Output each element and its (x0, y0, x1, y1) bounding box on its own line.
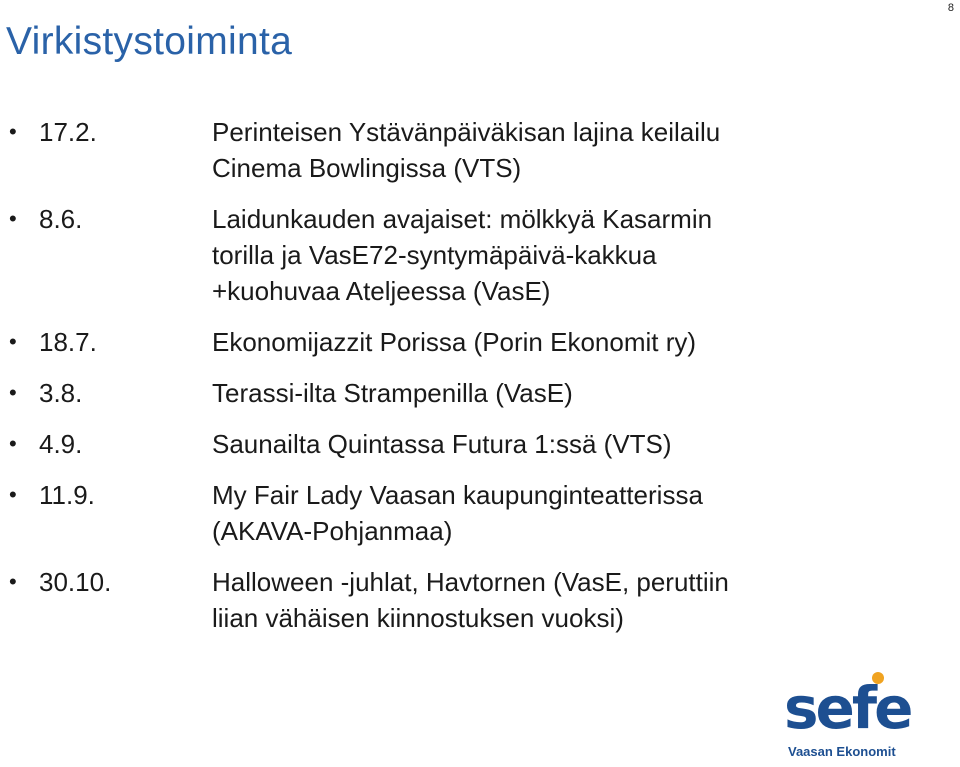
list-item (0, 564, 940, 636)
bullet-icon: • (9, 569, 17, 594)
event-text: Saunailta Quintassa Futura 1:ssä (VTS) (212, 429, 672, 459)
event-date: 8.6. (39, 204, 83, 234)
event-date: 17.2. (39, 117, 97, 147)
event-text: Laidunkauden avajaiset: mölkkyä Kasarmin torilla ja VasE72-syntymäpäivä-kakkua +kuohuvaa Ateljeessa (VasE) (212, 204, 713, 306)
list-item (0, 114, 940, 186)
sefe-logo (784, 672, 934, 764)
list-item (0, 375, 940, 411)
list-item (0, 324, 940, 360)
event-text: Terassi-ilta Strampenilla (VasE) (212, 378, 573, 408)
event-date: 30.10. (39, 567, 112, 597)
event-date: 3.8. (39, 378, 83, 408)
event-text: Perinteisen Ystävänpäiväkisan lajina keilailu Cinema Bowlingissa (VTS) (212, 117, 721, 183)
event-list (0, 114, 940, 651)
bullet-icon: • (9, 329, 17, 354)
list-item (0, 477, 940, 549)
event-text: My Fair Lady Vaasan kaupunginteatterissa (AKAVA-Pohjanmaa) (212, 480, 703, 546)
bullet-icon: • (9, 206, 17, 231)
event-date: 18.7. (39, 327, 97, 357)
event-date: 11.9. (39, 480, 95, 510)
logo-tagline: Vaasan Ekonomit (788, 744, 896, 759)
event-text: Ekonomijazzit Porissa (Porin Ekonomit ry) (212, 327, 697, 357)
list-item (0, 426, 940, 462)
logo-wordmark: sefe (784, 674, 911, 742)
page-number: 8 (947, 2, 954, 14)
bullet-icon: • (9, 431, 17, 456)
bullet-icon: • (9, 380, 17, 405)
event-text: Halloween -juhlat, Havtornen (VasE, peruttiin liian vähäisen kiinnostuksen vuoksi) (212, 567, 729, 633)
bullet-icon: • (9, 119, 17, 144)
list-item (0, 201, 940, 309)
slide-title: Virkistystoiminta (6, 20, 293, 63)
bullet-icon: • (9, 482, 17, 507)
event-date: 4.9. (39, 429, 83, 459)
